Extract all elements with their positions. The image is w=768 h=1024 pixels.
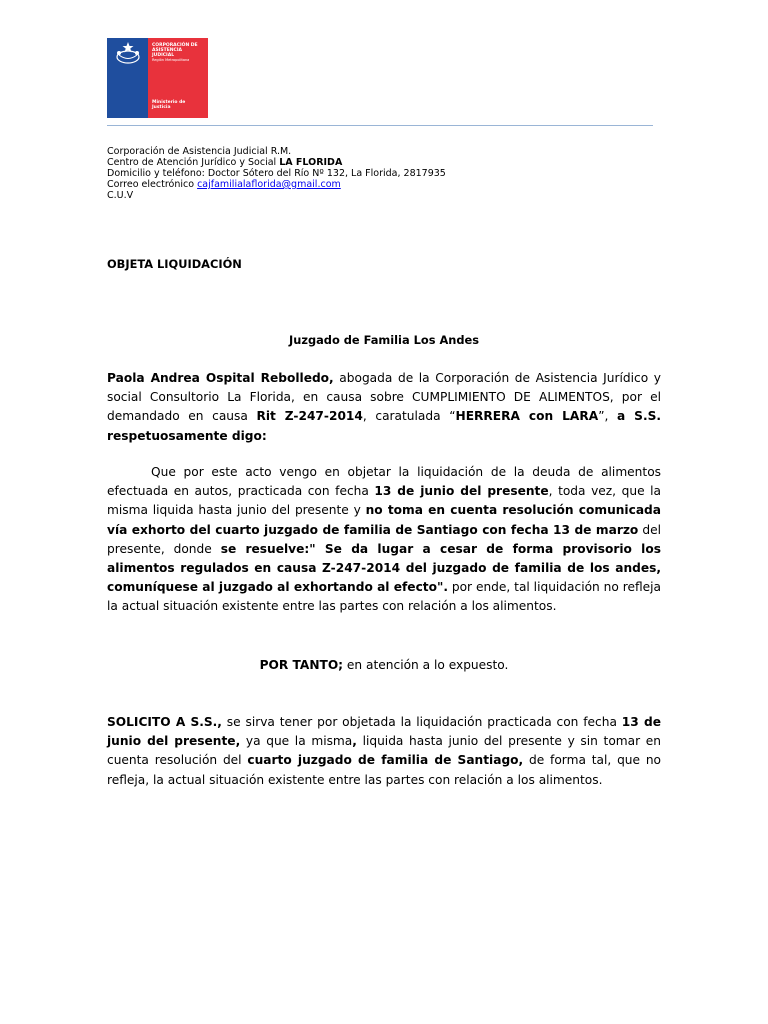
logo-red-panel	[148, 38, 208, 118]
court-name: Juzgado de Familia Los Andes	[288, 333, 480, 347]
solicito-paragraph: SOLICITO A S.S., se sirva tener por objetada la liquidación practicada con fecha 13 de junio del presente, ya que la misma, liquida hasta junio del presente y sin tomar en cuenta resolución del cuarto juzgado de familia de Santiago, de forma tal, que no refleja, la actual situación existente entre las partes con relación a los alimentos.	[107, 715, 662, 787]
logo-org-name: CORPORACIÓN DE ASISTENCIA JUDICIAL Región Metropolitana	[152, 43, 198, 62]
por-tanto-paragraph: POR TANTO; en atención a lo expuesto.	[259, 658, 509, 672]
logo-ministry-name: Ministerio de Justicia	[152, 100, 186, 110]
body-paragraph: Que por este acto vengo en objetar la liquidación de la deuda de alimentos efectuada en autos, practicada con fecha 13 de junio del presente, toda vez, que la misma liquida hasta junio del presente y no toma en cuenta resolución comunicada vía exhorto del cuarto juzgado de familia de Santiago con fecha 13 de marzo del presente, donde se resuelve:" Se da lugar a cesar de forma provisorio los alimentos regulados en causa Z-247-2014 del juzgado de familia de los andes, comuníquese al juzgado al exhortando al efecto". por ende, tal liquidación no refleja la actual situación existente entre las partes con relación a los alimentos.	[107, 465, 662, 614]
institution-logo	[107, 38, 208, 118]
email-link[interactable]: cajfamilialaflorida@gmail.com	[197, 179, 341, 190]
document-title: OBJETA LIQUIDACIÓN	[107, 257, 242, 271]
letterhead-address: Corporación de Asistencia Judicial R.M. Centro de Atención Jurídico y Social LA FLORIDA Domicilio y teléfono: Doctor Sótero del Río Nº 132, La Florida, 2817935 Correo electrónico cajfamilialaflorida@gmail.com C.U.V	[107, 146, 446, 201]
header-divider	[107, 125, 653, 126]
coat-of-arms-icon	[113, 40, 143, 66]
logo-blue-panel	[107, 38, 148, 118]
intro-paragraph: Paola Andrea Ospital Rebolledo, abogada de la Corporación de Asistencia Jurídico y social Consultorio La Florida, en causa sobre CUMPLIMIENTO DE ALIMENTOS, por el demandado en causa Rit Z-247-2014, caratulada “HERRERA con LARA”, a S.S. respetuosamente digo:	[107, 371, 661, 443]
